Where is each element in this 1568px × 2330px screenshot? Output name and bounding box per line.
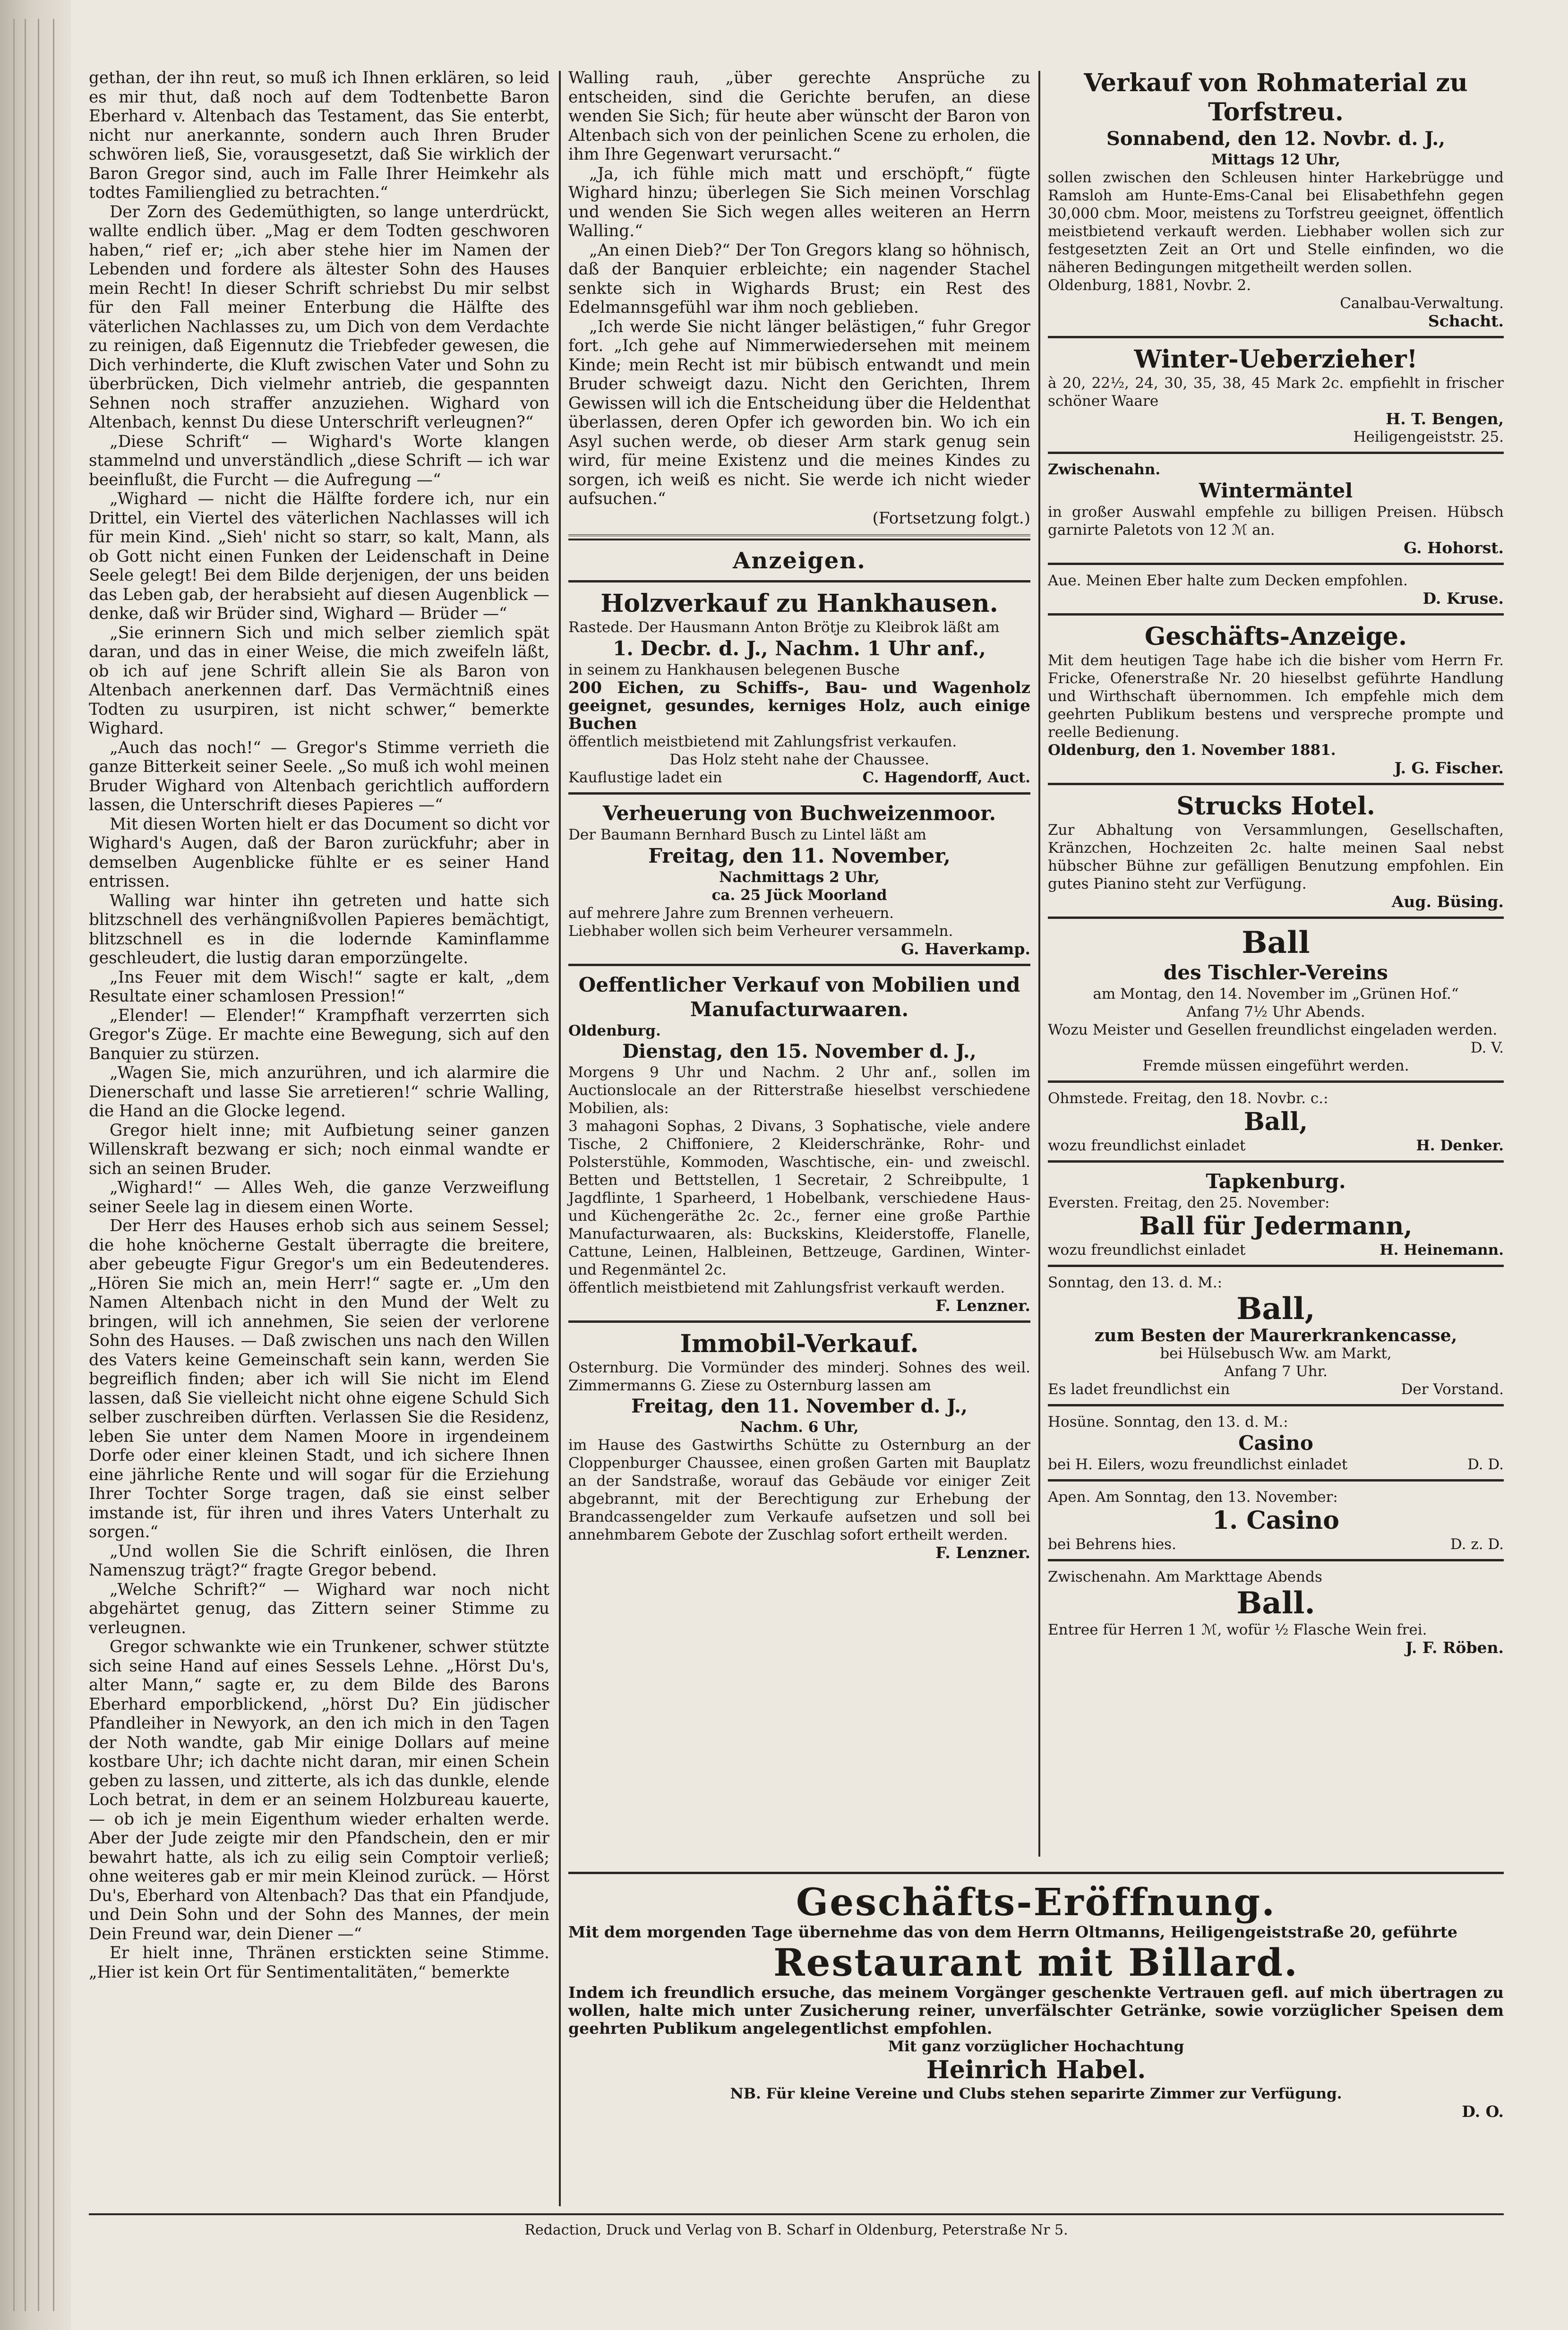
ad-signature: Schacht. [1428, 312, 1504, 330]
ad-title: Holzverkauf zu Hankhausen. [600, 589, 998, 618]
ad-text: Rastede. Der Hausmann Anton Brötje zu Kleibrok läßt am [568, 618, 1000, 636]
ad-title: Verkauf von Rohmaterial zu Torfstreu. [1084, 69, 1468, 127]
ad-text: Zur Abhaltung von Versammlungen, Gesellschaften, Kränzchen, Hochzeiten 2c. halte meinen Saal nebst hübscher Bühne zur gefälligen Benutzung empfohlen. Ein gutes Pianino steht zur Verfügung. [1048, 822, 1504, 892]
ad-hosuene-casino [1048, 1413, 1504, 1473]
ad-signature: J. F. Röben. [1405, 1638, 1504, 1657]
ad-time: Anfang 7½ Uhr Abends. [1186, 1003, 1365, 1020]
page-binding [0, 0, 71, 2330]
ad-time: Nachmittags 2 Uhr, [719, 868, 880, 886]
divider [568, 1872, 1504, 1874]
ad-tischler-ball [1048, 925, 1504, 1075]
ad-title: Wintermäntel [1199, 479, 1353, 502]
ad-invite: Kauflustige ladet ein [568, 769, 722, 786]
ad-invite: wozu freundlichst einladet [1048, 1137, 1246, 1154]
column-rule [559, 71, 561, 2206]
ad-address: Heiligengeiststr. 25. [1353, 428, 1504, 445]
story-paragraph: „Wagen Sie, mich anzurühren, und ich alarmire die Dienerschaft und lasse Sie arretieren!“ schrie Walling, die Hand an die Glocke legend. [89, 1063, 549, 1121]
divider [1048, 613, 1504, 616]
divider [568, 580, 1030, 582]
ad-title: Ball, [1243, 1107, 1308, 1136]
divider [1048, 563, 1504, 565]
story-paragraph: Walling war hinter ihn getreten und hatte sich blitzschnell des verhängnißvollen Papieres bemächtigt, blitzschnell es in die lodernde Kaminflamme geschleudert, die lustig daran emporzüngelte. [89, 891, 549, 968]
ad-title: Verheuerung von Buchweizenmoor. [602, 801, 996, 825]
ad-signature: D. Kruse. [1422, 589, 1504, 608]
ad-text: am Montag, den 14. November im „Grünen Hof.“ [1093, 985, 1459, 1002]
divider [1048, 1479, 1504, 1482]
story-paragraph: Der Herr des Hauses erhob sich aus seinem Sessel; die hohe knöcherne Gestalt überragte die breitere, aber gebeugte Figur Gregor's um ein Bedeutenderes. „Hören Sie mich an, mein Herr!“ sagte er. „Um den Namen Altenbach nicht in den Mund der Welt zu bringen, will ich annehmen, Sie seien der verlorene Sohn des Hauses. — Daß zwischen uns nach den Willen des Vaters keine Gemeinschaft sein kann, werden Sie begreiflich finden; aber ich will Sie nicht im Elend lassen, daß Sie vielleicht nicht ohne eigene Schuld Sich selber zuschreiben dürften. Verlassen Sie die Residenz, leben Sie unter dem Namen Moore in irgendeinem Dorfe oder einer kleinen Stadt, und ich sichere Ihnen eine jährliche Rente und will sogar für die Erziehung Ihrer Tochter Sorge tragen, daß sie einst selber imstande ist, für ihren und ihres Vaters Unterhalt zu sorgen.“ [89, 1216, 549, 1542]
ad-title: Immobil-Verkauf. [680, 1329, 919, 1358]
ads-column-2 [568, 69, 1030, 1562]
ad-title: Ball. [1236, 1585, 1315, 1621]
story-paragraph: Gregor schwankte wie ein Trunkener, schwer stützte sich seine Hand auf eines Sessels Lehne. „Hörst Du's, alter Mann,“ sagte er, zu dem Bilde des Barons Eberhard emporblickend, „hörst Du? Ein jüdischer Pfandleiher in Newyork, an den ich mich in den Tagen der Noth wandte, gab Mir einige Dollars auf meine kostbare Uhr; ich dachte nicht daran, mir einen Schein geben zu lassen, und zitterte, als ich das dunkle, elende Loch betrat, in dem er an seinem Holzbureau kauerte, — ob ich je mein Eigenthum wieder erhalten werde. Aber der Jude zeigte mir den Pfandschein, den er mir bewahrt hatte, als ich zu eilig sein Comptoir verließ; ohne weiteres gab er mir mein Kleinod zurück. — Hörst Du's, Eberhard von Altenbach? Das that ein Pfandjude, und Dein Sohn und der Sohn des Mannes, der mein Dein Freund war, dein Diener —“ [89, 1637, 549, 1944]
ad-rohmaterial [1048, 69, 1504, 330]
story-paragraph: gethan, der ihn reut, so muß ich Ihnen erklären, so leid es mir thut, daß noch auf dem Todtenbette Baron Eberhard v. Altenbach das Testament, das Sie enterbt, nicht nur anerkannte, sondern auch Ihren Bruder schwören ließ, Sie, vorausgesetzt, daß Sie wirklich der Baron Gregor sind, auch im Falle Ihrer Heimkehr als todtes Familienglied zu betrachten.“ [89, 69, 549, 202]
ad-text: Das Holz steht nahe der Chaussee. [669, 751, 929, 768]
ad-text: Mit dem morgenden Tage übernehme das von dem Herrn Oltmanns, Heiligengeiststraße 20, geführte [568, 1923, 1458, 1941]
ad-title-2: Ball für Jedermann, [1139, 1212, 1413, 1241]
ad-title: Tapkenburg. [1206, 1170, 1346, 1193]
ad-list: 3 mahagoni Sophas, 2 Divans, 3 Sophatische, viele andere Tische, 2 Chiffoniere, 2 Kleiderschränke, Rohr- und Polsterstühle, Kommoden, Waschtische, ein- und zweischl. Betten und Bettstellen, 1 Secretair, 2 Schreibpulte, 1 Jagdflinte, 1 Sparheerd, 1 Hobelbank, verschiedene Haus- und Küchengeräthe 2c. 2c., ferner eine große Parthie Manufacturwaaren, als: Buckskins, Kleiderstoffe, Flanelle, Cattune, Leinen, Halbleinen, Bettzeuge, Gardinen, Winter- und Regenmäntel 2c. [568, 1117, 1030, 1278]
story-paragraph: „Sie erinnern Sich und mich selber ziemlich spät daran, und das in einer Weise, die mich zweifeln läßt, ob ich auf jene Schrift allein Sie als Baron von Altenbach anerkennen darf. Das Vermächtniß eines Todten zu usurpiren, ist nicht schwer,“ bemerkte Wighard. [89, 623, 549, 738]
ad-signature: D. D. [1467, 1456, 1504, 1473]
ad-signature: F. Lenzner. [935, 1296, 1030, 1315]
ad-text: Liebhaber wollen sich beim Verheurer versammeln. [568, 922, 953, 940]
divider [568, 1320, 1030, 1323]
story-paragraph: „Diese Schrift“ — Wighard's Worte klangen stammelnd und unverständlich „diese Schrift — ich war beeinflußt, die Furcht — die Aufregung —“ [89, 432, 549, 489]
story-paragraph: „Wighard!“ — Alles Weh, die ganze Verzweiflung seiner Seele lag in diesem einen Worte. [89, 1178, 549, 1216]
ad-text: Apen. Am Sonntag, den 13. November: [1048, 1489, 1338, 1506]
ad-date: Sonnabend, den 12. Novbr. d. J., [1106, 128, 1446, 150]
column-rule [1038, 71, 1040, 1857]
story-paragraph: „Elender! — Elender!“ Krampfhaft verzerrten sich Gregor's Züge. Er machte eine Bewegung, sich auf den Banquier zu stürzen. [89, 1006, 549, 1063]
ad-signature: C. Hagendorff, Auct. [862, 769, 1030, 786]
ad-place: Zwischenahn. [1048, 461, 1161, 478]
story-paragraph: „Auch das noch!“ — Gregor's Stimme verrieth die ganze Bitterkeit seiner Seele. „So muß ich wohl meinen Bruder Wighard von Altenbach gerichtlich auffordern lassen, die Unterschrift dieses Papieres —“ [89, 738, 549, 814]
ad-time: Mittags 12 Uhr, [1211, 151, 1341, 168]
ad-text: in großer Auswahl empfehle zu billigen Preisen. Hübsch garnirte Paletots von 12 ℳ an. [1048, 504, 1504, 539]
ad-text: Mit dem heutigen Tage habe ich die bisher vom Herrn Fr. Fricke, Ofenerstraße Nr. 20 hieselbst geführte Handlung und Wirthschaft übernommen. Ich empfehle mich dem geehrten Publikum bestens und verspreche prompte und reelle Bedienung. [1048, 652, 1504, 741]
ad-geschaefts-eroeffnung [568, 1866, 1504, 2121]
ad-title: Casino [1238, 1431, 1313, 1455]
ad-name: Restaurant mit Billard. [773, 1940, 1299, 1985]
story-paragraph: Gregor hielt inne; mit Aufbietung seiner ganzen Willenskraft bezwang er sich; noch einmal wandte er sich an seinen Bruder. [89, 1121, 549, 1178]
ad-invite: wozu freundlichst einladet [1048, 1242, 1246, 1259]
ad-subtitle: des Tischler-Vereins [1164, 961, 1388, 984]
story-paragraph: „Ja, ich fühle mich matt und erschöpft,“ fügte Wighard hinzu; überlegen Sie Sich meinen Vorschlag und wenden Sie Sich wegen alles weiteren an Herrn Walling.“ [568, 164, 1030, 240]
ad-wintermaentel [1048, 461, 1504, 557]
continued-note: (Fortsetzung folgt.) [872, 508, 1030, 528]
ad-date: Freitag, den 11. November d. J., [631, 1395, 968, 1417]
ad-title: Strucks Hotel. [1176, 792, 1375, 821]
ad-buchweizenmoor [568, 801, 1030, 958]
ad-signature: H. Heinemann. [1379, 1242, 1504, 1259]
ad-signature: H. Denker. [1416, 1137, 1504, 1154]
divider [1048, 1559, 1504, 1561]
ad-text: Sonntag, den 13. d. M.: [1048, 1274, 1223, 1291]
ad-text: Morgens 9 Uhr und Nachm. 2 Uhr anf., sollen im Auctionslocale an der Ritterstraße hieselbst verschiedene Mobilien, als: [568, 1063, 1030, 1117]
story-paragraph: Der Zorn des Gedemüthigten, so lange unterdrückt, wallte endlich über. „Mag er dem Todten geschworen haben,“ rief er; „ich aber stehe hier im Namen der Lebenden und fordere als ältester Sohn des Hauses mein Recht! In dieser Schrift schriebst Du mir selbst für den Fall meiner Enterbung die Hälfte des väterlichen Nachlasses zu, um Dich von dem Verdachte zu reinigen, daß Eigennutz die Triebfeder gewesen, die Dich verhinderte, die Kluft zwischen Vater und Sohn zu überbrücken, Dich vielmehr antrieb, die gespannten Sehnen noch straffer anzuziehen. Wighard von Altenbach, kennst Du diese Unterschrift verleugnen?“ [89, 202, 549, 432]
divider [568, 964, 1030, 966]
section-divider [568, 534, 1030, 540]
ad-signature: G. Haverkamp. [901, 939, 1030, 958]
ad-text: Osternburg. Die Vormünder des minderj. Sohnes des weil. Zimmermanns G. Ziese zu Osternburg lassen am [568, 1359, 1030, 1394]
ad-title: Oeffentlicher Verkauf von Mobilien und Manufacturwaaren. [578, 973, 1020, 1021]
ad-place: Oldenburg, den 1. November 1881. [1048, 742, 1336, 759]
ad-text: Fremde müssen eingeführt werden. [1142, 1057, 1409, 1074]
ad-time: Nachm. 6 Uhr, [740, 1418, 859, 1436]
divider [1048, 1080, 1504, 1083]
ad-holzverkauf [568, 589, 1030, 787]
ad-text: sollen zwischen den Schleusen hinter Harkebrügge und Ramsloh am Hunte-Ems-Canal bei Elisabethfehn gegen 30,000 cbm. Moor, meistens zu Torfstreu geeignet, öffentlich meistbietend verkauft werden. Liebhaber wollen sich zur festgesetzten Zeit an Ort und Stelle einfinden, wo die näheren Bedingungen mitgetheilt werden sollen. [1048, 169, 1504, 276]
ad-ohmstede [1048, 1089, 1504, 1155]
ad-geschaefts-anzeige [1048, 622, 1504, 777]
ad-time: Anfang 7 Uhr. [1224, 1363, 1328, 1380]
ad-title: Winter-Ueberzieher! [1134, 345, 1418, 374]
ad-initials: D. O. [1462, 2102, 1504, 2121]
ad-immobil [568, 1329, 1030, 1562]
ad-subtitle: zum Besten der Maurerkrankencasse, [1094, 1326, 1457, 1345]
story-column-1 [89, 69, 549, 1982]
ad-title: Geschäfts-Eröffnung. [796, 1880, 1277, 1924]
ad-eber [1048, 572, 1504, 608]
divider [1048, 1265, 1504, 1267]
ad-signature: D. z. D. [1450, 1536, 1504, 1553]
divider [1048, 1160, 1504, 1163]
ad-signature: Aug. Büsing. [1391, 892, 1504, 911]
ad-signature: H. T. Bengen, [1386, 410, 1504, 428]
story-paragraph: Walling rauh, „über gerechte Ansprüche zu entscheiden, sind die Gerichte berufen, an diese wenden Sie Sich; für heute aber wünscht der Baron von Altenbach sich von der peinlichen Scene zu erholen, die ihm Ihre Gegenwart verursacht.“ [568, 69, 1030, 164]
ad-place: Oldenburg, 1881, Novbr. 2. [1048, 277, 1251, 294]
ad-item: ca. 25 Jück Moorland [711, 886, 887, 904]
ad-text: Ohmstede. Freitag, den 18. Novbr. c.: [1048, 1090, 1328, 1107]
ad-strucks-hotel [1048, 792, 1504, 911]
divider [1048, 452, 1504, 454]
story-paragraph: Mit diesen Worten hielt er das Document so dicht vor Wighard's Augen, daß der Baron zurückfuhr; aber in demselben Augenblicke fühlte er es seiner Hand entrissen. [89, 814, 549, 891]
ad-text: à 20, 22½, 24, 30, 35, 38, 45 Mark 2c. empfiehlt in frischer schöner Waare [1048, 375, 1504, 410]
ad-text: öffentlich meistbietend mit Zahlungsfrist verkauft werden. [568, 1279, 1005, 1296]
ad-text: Zwischenahn. Am Markttage Abends [1048, 1568, 1322, 1585]
ad-signature: D. V. [1470, 1039, 1504, 1056]
divider [1048, 917, 1504, 919]
ad-winter-ueberzieher [1048, 345, 1504, 446]
ad-title: Geschäfts-Anzeige. [1144, 622, 1407, 651]
ad-signature: Heinrich Habel. [926, 2056, 1146, 2084]
story-paragraph: „Wighard — nicht die Hälfte fordere ich, nur ein Drittel, ein Viertel des väterlichen Nachlasses will ich für mein Kind. „Sieh' nicht so starr, so kalt, Mann, als ob Gott nicht einen Funken der Leidenschaft in Deine Seele gelegt! Bei dem Bilde derjenigen, der uns beiden das Leben gab, der herabsieht auf diesen Augenblick — denke, daß wir Brüder sind, Wighard — Brüder —“ [89, 489, 549, 623]
ad-text: Der Baumann Bernhard Busch zu Lintel läßt am [568, 826, 926, 843]
ad-note: NB. Für kleine Vereine und Clubs stehen separirte Zimmer zur Verfügung. [730, 2085, 1342, 2102]
divider [1048, 783, 1504, 785]
ad-text: im Hause des Gastwirths Schütte zu Osternburg an der Cloppenburger Chaussee, einen großen Garten mit Bauplatz an der Sandstraße, worauf das Gebäude vor einiger Zeit abgebrannt, mit der Berechtigung zur Erhebung der Brandcassengelder zum Verkaufe aufsetzen und soll bei annehmbarem Gebote der Zuschlag sofort ertheilt werden. [568, 1436, 1030, 1543]
divider [1048, 336, 1504, 338]
ad-place: bei Behrens hies. [1048, 1536, 1176, 1553]
ad-office: Canalbau-Verwaltung. [1340, 295, 1504, 312]
ad-signature: G. Hohorst. [1404, 539, 1504, 557]
story-paragraph: Er hielt inne, Thränen erstickten seine Stimme. „Hier ist kein Ort für Sentimentalitäten,“ bemerkte [89, 1944, 549, 1982]
ads-column-3 [1048, 69, 1504, 1657]
story-paragraph: „Und wollen Sie die Schrift einlösen, die Ihren Namenszug trägt?“ fragte Gregor bebend. [89, 1542, 549, 1580]
ad-signature: Der Vorstand. [1401, 1381, 1504, 1398]
story-paragraph: „An einen Dieb?“ Der Ton Gregors klang so höhnisch, daß der Banquier erbleichte; ein nagender Stachel senkte sich in Wighards Brust; ein Rest des Edelmannsgefühl war ihm noch geblieben. [568, 240, 1030, 317]
story-paragraph: „Welche Schrift?“ — Wighard war noch nicht abgehärtet genug, das Zittern seiner Stimme zu verleugnen. [89, 1580, 549, 1637]
ad-date: 1. Decbr. d. J., Nachm. 1 Uhr anf., [613, 636, 986, 660]
ad-title: Ball, [1236, 1291, 1315, 1327]
ad-invite: Es ladet freundlichst ein [1048, 1381, 1230, 1398]
ad-maurer-ball [1048, 1274, 1504, 1398]
imprint-footer: Redaction, Druck und Verlag von B. Scharf in Oldenburg, Peterstraße Nr 5. [89, 2213, 1504, 2238]
ad-text: Wozu Meister und Gesellen freundlichst eingeladen werden. [1048, 1021, 1498, 1038]
ads-header: Anzeigen. [733, 547, 866, 574]
ad-items: 200 Eichen, zu Schiffs-, Bau- und Wagenholz geeignet, gesundes, kerniges Holz, auch einige Buchen [568, 678, 1030, 733]
ad-title: 1. Casino [1212, 1506, 1339, 1535]
story-paragraph: „Ins Feuer mit dem Wisch!“ sagte er kalt, „dem Resultate einer schamlosen Pression!“ [89, 968, 549, 1006]
story-paragraph: „Ich werde Sie nicht länger belästigen,“ fuhr Gregor fort. „Ich gehe auf Nimmerwiedersehen mit meinem Kinde; mein Recht ist mir bübisch entwandt und mein Bruder schweigt dazu. Nicht den Gerichten, Ihrem Gewissen will ich die Entscheidung über die Heldenthat überlassen, deren Opfer ich geworden bin. Wo ich ein Asyl suchen werde, ob dieser Arm stark genug sein wird, für meine Existenz und die meines Kindes zu sorgen, ich weiß es nicht. Sie werde ich nicht wieder aufsuchen.“ [568, 317, 1030, 508]
divider [1048, 1404, 1504, 1406]
ad-date: Dienstag, den 15. November d. J., [622, 1040, 977, 1062]
ad-text: in seinem zu Hankhausen belegenen Busche [568, 661, 900, 678]
ad-text: öffentlich meistbietend mit Zahlungsfrist verkaufen. [568, 733, 957, 750]
ad-mobilien [568, 973, 1030, 1315]
ad-date: Freitag, den 11. November, [648, 844, 951, 867]
ad-zwischenahn-ball [1048, 1568, 1504, 1657]
ad-text: Hosüne. Sonntag, den 13. d. M.: [1048, 1413, 1288, 1431]
ad-invite: bei H. Eilers, wozu freundlichst einladet [1048, 1456, 1348, 1473]
ad-signature: F. Lenzner. [935, 1543, 1030, 1562]
ad-place: bei Hülsebusch Ww. am Markt, [1160, 1345, 1392, 1362]
ad-place: Oldenburg. [568, 1022, 661, 1039]
ad-text: Aue. Meinen Eber halte zum Decken empfohlen. [1048, 572, 1408, 589]
ad-signature: J. G. Fischer. [1394, 759, 1504, 777]
ad-text: Eversten. Freitag, den 25. November: [1048, 1194, 1330, 1211]
ad-text: Indem ich freundlich ersuche, das meinem Vorgänger geschenkte Vertrauen gefl. auf mich übertragen zu wollen, halte mich unter Zusicherung reiner, unverfälschter Getränke, sowie vorzüglicher Speisen dem geehrten Publikum angelegentlichst empfohlen. [568, 1983, 1504, 2038]
ad-title: Ball [1242, 925, 1310, 960]
ad-closing: Mit ganz vorzüglicher Hochachtung [888, 2038, 1184, 2055]
divider [568, 792, 1030, 795]
ad-text: auf mehrere Jahre zum Brennen verheuern. [568, 904, 894, 922]
ad-text: Entree für Herren 1 ℳ, wofür ½ Flasche Wein frei. [1048, 1621, 1427, 1638]
ad-apen-casino [1048, 1488, 1504, 1553]
ad-tapkenburg [1048, 1169, 1504, 1259]
